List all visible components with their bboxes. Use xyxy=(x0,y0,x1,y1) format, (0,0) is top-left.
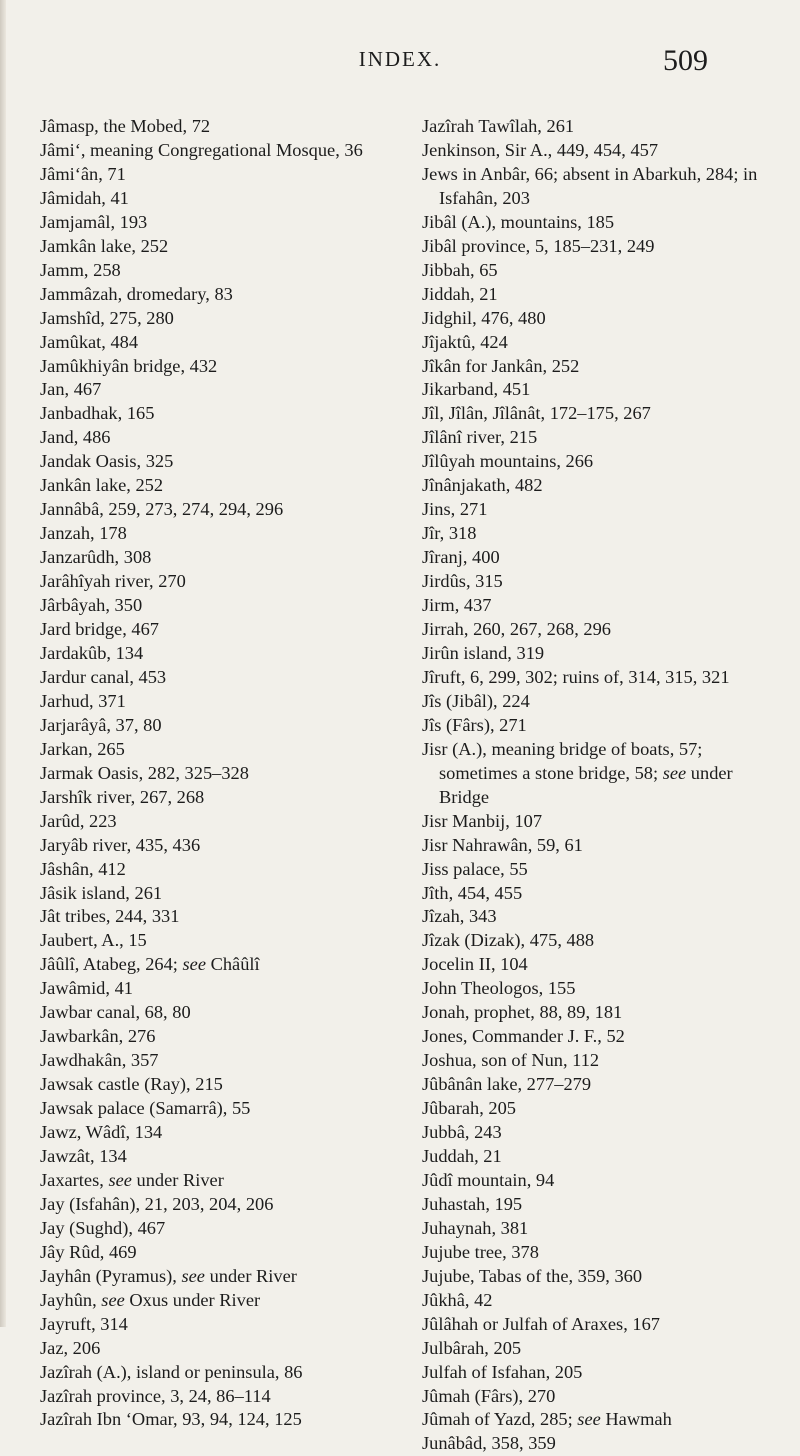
index-entry: Jawsak palace (Samarrâ), 55 xyxy=(40,1098,251,1119)
index-entry: Jaxartes, see under River xyxy=(40,1169,224,1190)
index-entry: Jardakûb, 134 xyxy=(40,642,144,663)
index-entry: Jîzak (Dizak), 475, 488 xyxy=(422,930,595,951)
index-entry: Jiss palace, 55 xyxy=(422,858,528,879)
index-entry: Juhaynah, 381 xyxy=(422,1217,529,1238)
index-entry: Jard bridge, 467 xyxy=(40,619,160,640)
index-entry: Jujube tree, 378 xyxy=(422,1241,539,1262)
index-entry: Jay (Sughd), 467 xyxy=(40,1217,166,1238)
page-header xyxy=(0,44,800,87)
index-entry: John Theologos, 155 xyxy=(422,978,576,999)
index-entry: Jîth, 454, 455 xyxy=(422,882,523,903)
index-entry: Jirm, 437 xyxy=(422,595,492,616)
index-entry: Jâmi‘ân, 71 xyxy=(40,163,126,184)
index-entry: Jaubert, A., 15 xyxy=(40,930,147,951)
index-entry: Jâmi‘, meaning Congregational Mosque, 36 xyxy=(40,139,363,160)
index-entry: Jisr Nahrawân, 59, 61 xyxy=(422,834,583,855)
index-entry: Jan, 467 xyxy=(40,379,102,400)
index-entry: Jûdî mountain, 94 xyxy=(422,1169,555,1190)
index-entry: Jins, 271 xyxy=(422,499,488,520)
index-entry: Jawdhakân, 357 xyxy=(40,1050,159,1071)
index-entry: Jamshîd, 275, 280 xyxy=(40,307,174,328)
index-entry: Joshua, son of Nun, 112 xyxy=(422,1050,600,1071)
running-head: INDEX. xyxy=(358,47,442,71)
index-entry: Jirdûs, 315 xyxy=(422,571,503,592)
index-entry: Jûbânân lake, 277–279 xyxy=(422,1074,592,1095)
index-entry: Jawz, Wâdî, 134 xyxy=(40,1122,163,1143)
index-column-right xyxy=(422,115,772,1456)
index-entry: Jews in Anbâr, 66; absent in Abarkuh, 284; in Isfahân, 203 xyxy=(422,163,758,208)
index-entry: Jonah, prophet, 88, 89, 181 xyxy=(422,1002,623,1023)
index-entry: Jazîrah Tawîlah, 261 xyxy=(422,116,575,136)
index-entry: Jâûlî, Atabeg, 264; see Châûlî xyxy=(40,954,260,975)
index-entry: Jarjarâyâ, 37, 80 xyxy=(40,714,162,735)
index-entry: Jîruft, 6, 299, 302; ruins of, 314, 315, 321 xyxy=(422,666,730,687)
index-entry: Jîranj, 400 xyxy=(422,547,500,568)
index-entry: Jawâmid, 41 xyxy=(40,978,133,999)
index-entry: Jidghil, 476, 480 xyxy=(422,307,546,328)
index-entry: Jazîrah province, 3, 24, 86–114 xyxy=(40,1385,271,1406)
index-entry: Jayhûn, see Oxus under River xyxy=(40,1289,261,1310)
index-entry: Jarshîk river, 267, 268 xyxy=(40,786,205,807)
index-entry: Jûmah of Yazd, 285; see Hawmah xyxy=(422,1409,672,1430)
index-entry: Jîl, Jîlân, Jîlânât, 172–175, 267 xyxy=(422,403,651,424)
index-entry: Jarûd, 223 xyxy=(40,810,117,831)
index-entry: Junâbâd, 358, 359 xyxy=(422,1433,556,1454)
index-entry: Jay (Isfahân), 21, 203, 204, 206 xyxy=(40,1193,274,1214)
index-entry: Jîjaktû, 424 xyxy=(422,331,508,352)
index-entry: Jannâbâ, 259, 273, 274, 294, 296 xyxy=(40,499,284,520)
index-entry: Jîs (Fârs), 271 xyxy=(422,714,527,735)
index-entry: Jirrah, 260, 267, 268, 296 xyxy=(422,619,611,640)
index-entry: Jardur canal, 453 xyxy=(40,666,167,687)
index-entry: Jiddah, 21 xyxy=(422,283,498,304)
index-entry: Jamjamâl, 193 xyxy=(40,211,148,232)
index-entry: Jînânjakath, 482 xyxy=(422,475,543,496)
index-entry: Jawsak castle (Ray), 215 xyxy=(40,1074,223,1095)
index-entry: Janzarûdh, 308 xyxy=(40,547,152,568)
index-entry: Jubbâ, 243 xyxy=(422,1122,502,1143)
index-entry: Jîlûyah mountains, 266 xyxy=(422,451,594,472)
index-entry: Jârbâyah, 350 xyxy=(40,595,143,616)
index-entry: Jâshân, 412 xyxy=(40,858,126,879)
index-entry: Jûkhâ, 42 xyxy=(422,1289,493,1310)
index-entry: Jîr, 318 xyxy=(422,523,477,544)
index-entry: Jarmak Oasis, 282, 325–328 xyxy=(40,762,249,783)
index-entry: Janbadhak, 165 xyxy=(40,403,155,424)
index-entry: Jandak Oasis, 325 xyxy=(40,451,174,472)
index-entry: Jand, 486 xyxy=(40,427,111,448)
page-edge xyxy=(0,0,6,1327)
index-entry: Juddah, 21 xyxy=(422,1145,502,1166)
index-entry: Jamûkat, 484 xyxy=(40,331,139,352)
index-entry: Jamkân lake, 252 xyxy=(40,235,169,256)
index-entry: Jîkân for Jankân, 252 xyxy=(422,355,580,376)
index-entry: Julbârah, 205 xyxy=(422,1337,522,1358)
index-entry: Jûbarah, 205 xyxy=(422,1098,516,1119)
index-entry: Jîs (Jibâl), 224 xyxy=(422,690,530,711)
index-entry: Jâsik island, 261 xyxy=(40,882,163,903)
index-entry: Jankân lake, 252 xyxy=(40,475,164,496)
index-entry: Jûmah (Fârs), 270 xyxy=(422,1385,556,1406)
index-entry: Jayruft, 314 xyxy=(40,1313,128,1334)
index-entry: Jarâhîyah river, 270 xyxy=(40,571,186,592)
index-entry: Jirûn island, 319 xyxy=(422,642,545,663)
index-entry: Jazîrah (A.), island or peninsula, 86 xyxy=(40,1361,303,1382)
index-entry: Julfah of Isfahan, 205 xyxy=(422,1361,583,1382)
index-entry: Jibbah, 65 xyxy=(422,259,498,280)
index-entry: Jaz, 206 xyxy=(40,1337,101,1358)
see-reference: see xyxy=(108,1169,132,1190)
index-entry: Jikarband, 451 xyxy=(422,379,531,400)
index-entry: Jawzât, 134 xyxy=(40,1145,127,1166)
index-entry: Jujube, Tabas of the, 359, 360 xyxy=(422,1265,643,1286)
index-entry: Jarhud, 371 xyxy=(40,690,126,711)
index-entry: Jocelin II, 104 xyxy=(422,954,528,975)
index-entry: Jenkinson, Sir A., 449, 454, 457 xyxy=(422,139,659,160)
index-entry: Jazîrah Ibn ‘Omar, 93, 94, 124, 125 xyxy=(40,1409,302,1430)
index-entry: Jones, Commander J. F., 52 xyxy=(422,1026,625,1047)
index-entry: Jâmidah, 41 xyxy=(40,187,129,208)
page-number: 509 xyxy=(663,44,708,77)
index-entry: Jîlânî river, 215 xyxy=(422,427,538,448)
index-entry: Jûlâhah or Julfah of Araxes, 167 xyxy=(422,1313,661,1334)
index-entry: Jây Rûd, 469 xyxy=(40,1241,137,1262)
see-reference: see xyxy=(577,1409,601,1430)
index-entry: Jîzah, 343 xyxy=(422,906,497,927)
index-entry: Jâmasp, the Mobed, 72 xyxy=(40,116,211,136)
index-entry: Jammâzah, dromedary, 83 xyxy=(40,283,233,304)
see-reference: see xyxy=(181,1265,205,1286)
index-entry: Juhastah, 195 xyxy=(422,1193,523,1214)
index-entry: Jât tribes, 244, 331 xyxy=(40,906,180,927)
index-entry: Jisr (A.), meaning bridge of boats, 57; sometimes a stone bridge, 58; see under Bridge xyxy=(422,738,733,807)
index-entry: Janzah, 178 xyxy=(40,523,127,544)
index-entry: Jamûkhiyân bridge, 432 xyxy=(40,355,218,376)
index-entry: Jarkan, 265 xyxy=(40,738,125,759)
see-reference: see xyxy=(101,1289,125,1310)
index-column-left xyxy=(40,115,400,1432)
index-entry: Jawbarkân, 276 xyxy=(40,1026,156,1047)
index-entry: Jamm, 258 xyxy=(40,259,121,280)
see-reference: see xyxy=(182,954,206,975)
index-entry: Jaryâb river, 435, 436 xyxy=(40,834,201,855)
index-entry: Jibâl (A.), mountains, 185 xyxy=(422,211,615,232)
see-reference: see xyxy=(662,762,687,783)
index-entry: Jayhân (Pyramus), see under River xyxy=(40,1265,297,1286)
index-entry: Jawbar canal, 68, 80 xyxy=(40,1002,191,1023)
index-entry: Jibâl province, 5, 185–231, 249 xyxy=(422,235,655,256)
index-entry: Jisr Manbij, 107 xyxy=(422,810,543,831)
